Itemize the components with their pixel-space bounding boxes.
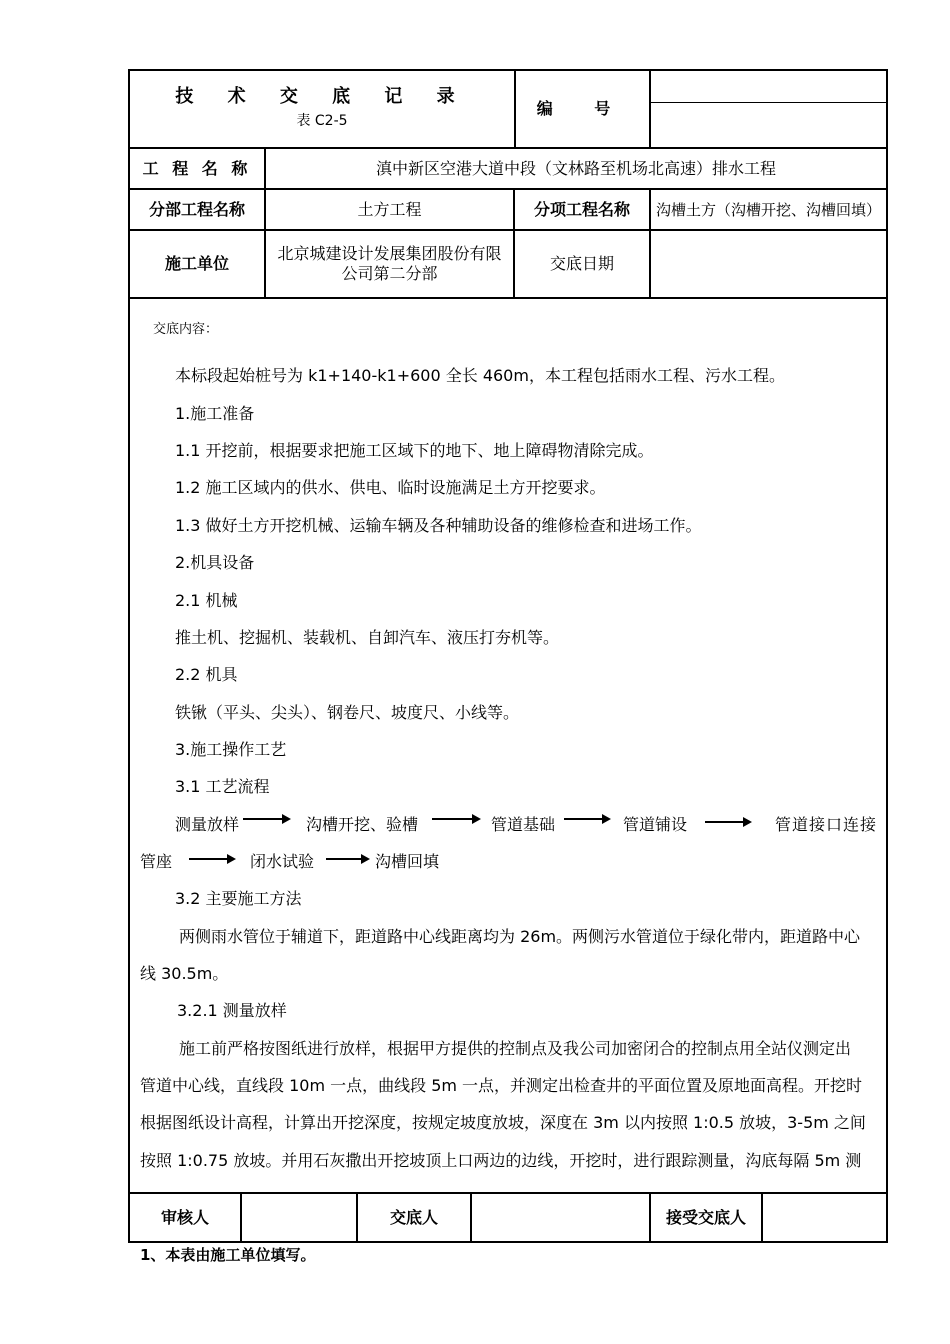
receiver-label: 接受交底人 [665,1207,746,1227]
border-bottom [128,1241,888,1243]
flow-step: 管道接口连接 [775,815,878,834]
flow-arrow-icon [432,818,479,820]
number-label: 编 号 [536,99,629,118]
flow-step: 沟槽开挖、验槽 [306,815,419,834]
receiver-field[interactable] [763,1194,886,1241]
flow-arrow-icon [564,818,609,820]
subsection-heading: 3.1 工艺流程 [175,777,270,796]
border-right [886,69,888,1243]
paragraph-line: 施工前严格按图纸进行放样，根据甲方提供的控制点及我公司加密闭合的控制点用全站仪测定出 [179,1039,852,1058]
project-name-value: 滇中新区空港大道中段（文林路至机场北高速）排水工程 [375,158,776,178]
footnote: 1、本表由施工单位填写。 [140,1246,316,1264]
list-item: 1.2 施工区域内的供水、供电、临时设施满足土方开挖要求。 [175,478,606,497]
subsection-heading: 2.2 机具 [175,665,238,684]
section-heading: 1.施工准备 [175,404,255,423]
reviewer-label: 审核人 [160,1207,209,1227]
paragraph-scope: 本标段起始桩号为 k1+140-k1+600 全长 460m，本工程包括雨水工程、污水工程。 [175,366,785,385]
form-title: 技 术 交 底 记 录 [175,86,469,107]
flow-arrow-icon [189,858,234,860]
paragraph-line: 管道中心线，直线段 10m 一点，曲线段 5m 一点，并测定出检查井的平面位置及原地面高程。开挖时 [140,1076,863,1095]
flow-arrow-icon [243,818,289,820]
disclosure-date-label: 交底日期 [549,254,614,273]
divider [128,297,888,299]
section-heading: 3.施工操作工艺 [175,740,287,759]
flow-step: 管道基础 [491,815,556,834]
paragraph-line: 根据图纸设计高程，计算出开挖深度，按规定坡度放坡，深度在 3m 以内按照 1:0.5 放坡，3-5m 之间 [140,1113,866,1132]
flow-step: 沟槽回填 [375,852,440,871]
list-item: 1.3 做好土方开挖机械、运输车辆及各种辅助设备的维修检查和进场工作。 [175,516,702,535]
construction-unit-value: 北京城建设计发展集团股份有限 公司第二分部 [277,244,502,283]
number-field-1[interactable] [651,71,886,102]
subitem-label: 分项工程名称 [533,199,630,219]
discloser-label: 交底人 [389,1207,438,1227]
list-item: 推土机、挖掘机、装载机、自卸汽车、液压打夯机等。 [175,628,560,647]
title-block [130,71,514,147]
paragraph-line: 线 30.5m。 [140,964,229,983]
division-label: 分部工程名称 [148,199,245,219]
flow-step: 管道铺设 [623,815,688,834]
discloser-field[interactable] [472,1194,649,1241]
number-field-2[interactable] [651,103,886,147]
flow-step: 闭水试验 [250,852,315,871]
subitem-value: 沟槽土方（沟槽开挖、沟槽回填） [655,200,881,219]
section-heading: 2.机具设备 [175,553,255,572]
subsection-heading: 2.1 机械 [175,591,238,610]
flow-arrow-icon [326,858,368,860]
content-heading: 交底内容： [153,322,219,337]
paragraph-line: 两侧雨水管位于辅道下，距道路中心线距离均为 26m。两侧污水管道位于绿化带内，距道路中心 [179,927,861,946]
subsection-heading: 3.2 主要施工方法 [175,889,302,908]
reviewer-field[interactable] [242,1194,356,1241]
flow-arrow-icon [705,821,750,823]
list-item: 铁锹（平头、尖头）、钢卷尺、坡度尺、小线等。 [175,703,520,722]
construction-unit-label: 施工单位 [164,254,229,273]
subsection-heading: 3.2.1 测量放样 [177,1001,287,1020]
form-number: 表 C2-5 [296,113,348,129]
disclosure-date-value[interactable] [651,231,886,297]
project-name-label: 工 程 名 称 [142,158,252,178]
division-value: 土方工程 [357,199,422,219]
paragraph-line: 按照 1:0.75 放坡。并用石灰撒出开挖坡顶上口两边的边线，开挖时，进行跟踪测量，沟底每隔 5m 测 [140,1151,862,1170]
flow-step: 管座 [140,852,173,871]
flow-step: 测量放样 [175,815,240,834]
list-item: 1.1 开挖前，根据要求把施工区域下的地下、地上障碍物清除完成。 [175,441,654,460]
